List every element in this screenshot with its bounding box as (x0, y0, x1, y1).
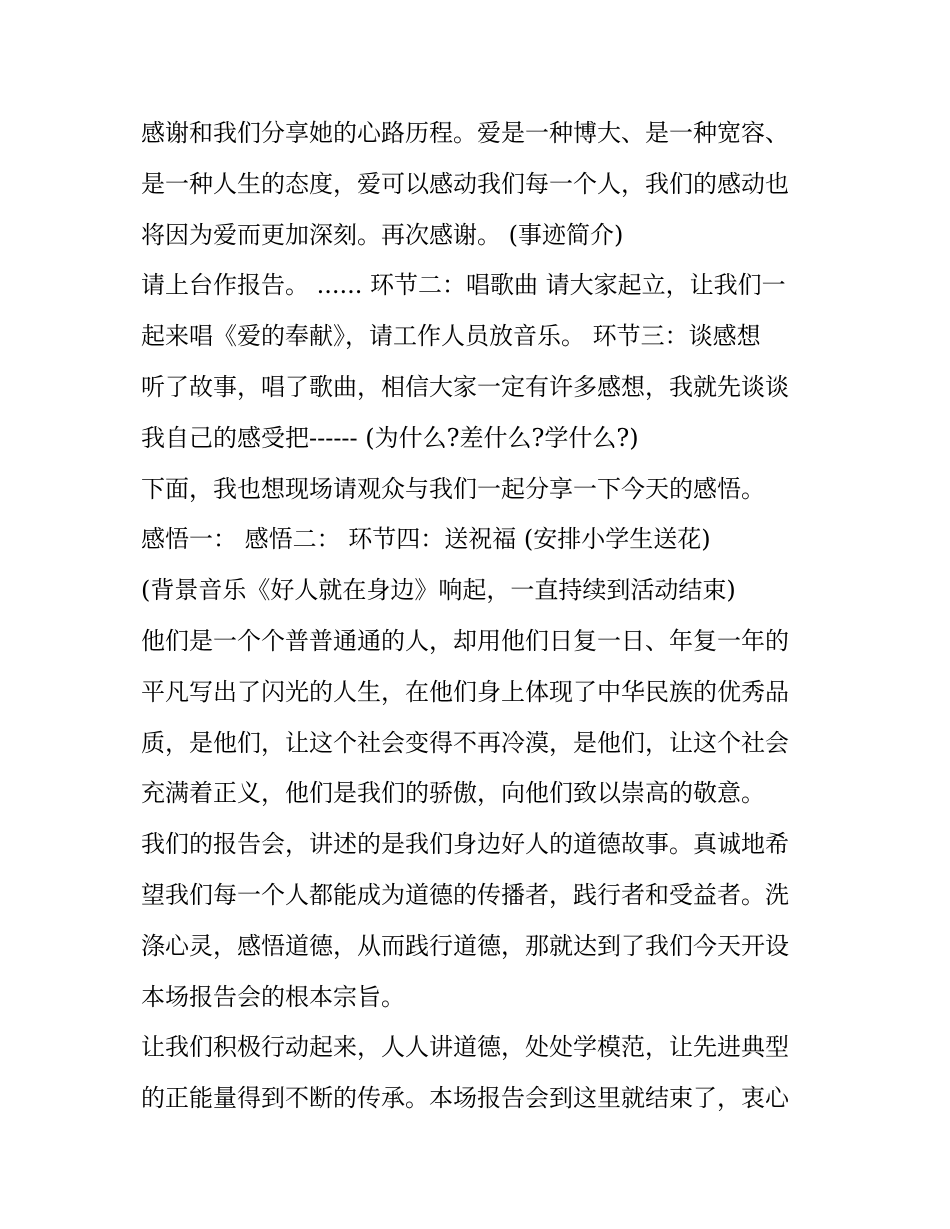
text-line: 将因为爱而更加深刻。再次感谢。 (事迹简介) (141, 220, 624, 249)
text-line: 我自己的感受把------ (为什么?差什么?学什么?) (141, 423, 639, 452)
text-line: 的正能量得到不断的传承。本场报告会到这里就结束了，衷心 (141, 1084, 789, 1113)
text-line: 是一种人生的态度，爱可以感动我们每一个人，我们的感动也 (141, 169, 789, 198)
text-line: 充满着正义，他们是我们的骄傲，向他们致以崇高的敬意。 (141, 779, 765, 808)
text-line: 望我们每一个人都能成为道德的传播者，践行者和受益者。洗 (141, 880, 789, 909)
text-line: 听了故事，唱了歌曲，相信大家一定有许多感想，我就先谈谈 (141, 372, 789, 401)
text-line: 他们是一个个普普通通的人，却用他们日复一日、年复一年的 (141, 626, 789, 655)
text-line: 质，是他们，让这个社会变得不再冷漠，是他们，让这个社会 (141, 728, 789, 757)
text-line: 让我们积极行动起来，人人讲道德，处处学模范，让先进典型 (141, 1033, 789, 1062)
text-line: (背景音乐《好人就在身边》响起，一直持续到活动结束) (141, 576, 736, 605)
text-line: 本场报告会的根本宗旨。 (141, 982, 405, 1011)
text-line: 涤心灵，感悟道德，从而践行道德，那就达到了我们今天开设 (141, 931, 789, 960)
text-line: 我们的报告会，讲述的是我们身边好人的道德故事。真诚地希 (141, 830, 789, 859)
text-line: 平凡写出了闪光的人生，在他们身上体现了中华民族的优秀品 (141, 677, 789, 706)
text-line: 感悟一： 感悟二： 环节四：送祝福 (安排小学生送花) (141, 525, 711, 554)
text-line: 下面，我也想现场请观众与我们一起分享一下今天的感悟。 (141, 474, 765, 503)
text-line: 起来唱《爱的奉献》，请工作人员放音乐。 环节三：谈感想 (141, 322, 761, 351)
text-line: 请上台作报告。 ...... 环节二：唱歌曲 请大家起立，让我们一 (141, 271, 786, 300)
text-line: 感谢和我们分享她的心路历程。爱是一种博大、是一种宽容、 (141, 119, 789, 147)
document-body (141, 108, 821, 1124)
